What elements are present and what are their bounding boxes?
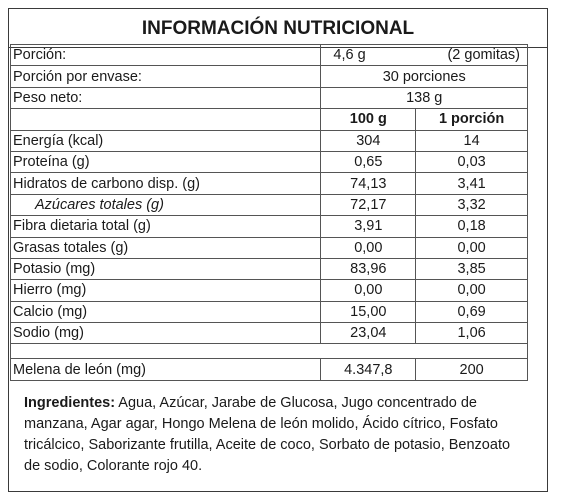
ingredients-label: Ingredientes:: [24, 395, 116, 411]
nutrient-row: [11, 280, 528, 301]
servings-per-container-value: 30 porciones: [321, 66, 528, 87]
nutrient-per-100g: 0,65: [321, 151, 416, 172]
nutrient-per-100g: 0,00: [321, 280, 416, 301]
nutrient-per-portion: 1,06: [416, 323, 528, 344]
extra-per-portion: 200: [416, 359, 528, 380]
nutrient-name: Azúcares totales (g): [11, 194, 321, 215]
nutrient-row: [11, 323, 528, 344]
column-header-blank: [11, 109, 321, 130]
nutrient-per-portion: 3,32: [416, 194, 528, 215]
nutrient-name: Energía (kcal): [11, 130, 321, 151]
nutrient-per-100g: 72,17: [321, 194, 416, 215]
nutrient-per-portion: 0,00: [416, 237, 528, 258]
nutrient-per-portion: 0,03: [416, 151, 528, 172]
serving-value-cell: [321, 45, 528, 66]
nutrient-row: [11, 301, 528, 322]
nutrient-per-100g: 83,96: [321, 258, 416, 279]
nutrient-name: Hierro (mg): [11, 280, 321, 301]
column-header-100g: 100 g: [321, 109, 416, 130]
net-weight-row: [11, 87, 528, 108]
nutrient-per-100g: 3,91: [321, 216, 416, 237]
servings-per-container-label: Porción por envase:: [11, 66, 321, 87]
nutrient-row: [11, 130, 528, 151]
nutrient-name: Calcio (mg): [11, 301, 321, 322]
nutrient-per-100g: 74,13: [321, 173, 416, 194]
serving-units: (2 gomitas): [447, 47, 520, 63]
nutrient-row: [11, 151, 528, 172]
nutrient-per-portion: 0,00: [416, 280, 528, 301]
extra-per-100g: 4.347,8: [321, 359, 416, 380]
nutrient-name: Hidratos de carbono disp. (g): [11, 173, 321, 194]
extra-row: [11, 359, 528, 380]
ingredients-text: Agua, Azúcar, Jarabe de Glucosa, Jugo concentrado de manzana, Agar agar, Hongo Melena de león molido, Ácido cítrico, Fosfato tricálcico, Saborizante frutilla, Aceite de coco, Sorbato de potasio, Benzoato de sodio, Colorante rojo 40.: [24, 395, 511, 474]
nutrient-name: Potasio (mg): [11, 258, 321, 279]
serving-label: Porción:: [11, 45, 321, 66]
nutrient-per-portion: 14: [416, 130, 528, 151]
nutrient-name: Fibra dietaria total (g): [11, 216, 321, 237]
nutrient-per-100g: 304: [321, 130, 416, 151]
nutrient-row: [11, 194, 528, 215]
nutrient-per-100g: 0,00: [321, 237, 416, 258]
nutrition-table: [10, 44, 528, 381]
column-header-portion: 1 porción: [416, 109, 528, 130]
net-weight-value: 138 g: [321, 87, 528, 108]
nutrient-per-portion: 0,69: [416, 301, 528, 322]
serving-row: [11, 45, 528, 66]
nutrient-per-portion: 3,41: [416, 173, 528, 194]
nutrient-name: Grasas totales (g): [11, 237, 321, 258]
nutrient-row: [11, 237, 528, 258]
nutrient-name: Proteína (g): [11, 151, 321, 172]
extra-name: Melena de león (mg): [11, 359, 321, 380]
nutrient-per-100g: 23,04: [321, 323, 416, 344]
nutrient-per-portion: 0,18: [416, 216, 528, 237]
nutrient-row: [11, 258, 528, 279]
nutrient-row: [11, 173, 528, 194]
spacer-cell: [11, 344, 528, 359]
panel-title: INFORMACIÓN NUTRICIONAL: [9, 9, 547, 48]
spacer-row: [11, 344, 528, 359]
nutrient-name: Sodio (mg): [11, 323, 321, 344]
nutrient-per-100g: 15,00: [321, 301, 416, 322]
net-weight-label: Peso neto:: [11, 87, 321, 108]
servings-per-container-row: [11, 66, 528, 87]
nutrient-row: [11, 216, 528, 237]
ingredients-block: [24, 393, 520, 477]
serving-value: 4,6 g: [333, 47, 366, 63]
column-header-row: [11, 109, 528, 130]
nutrient-per-portion: 3,85: [416, 258, 528, 279]
